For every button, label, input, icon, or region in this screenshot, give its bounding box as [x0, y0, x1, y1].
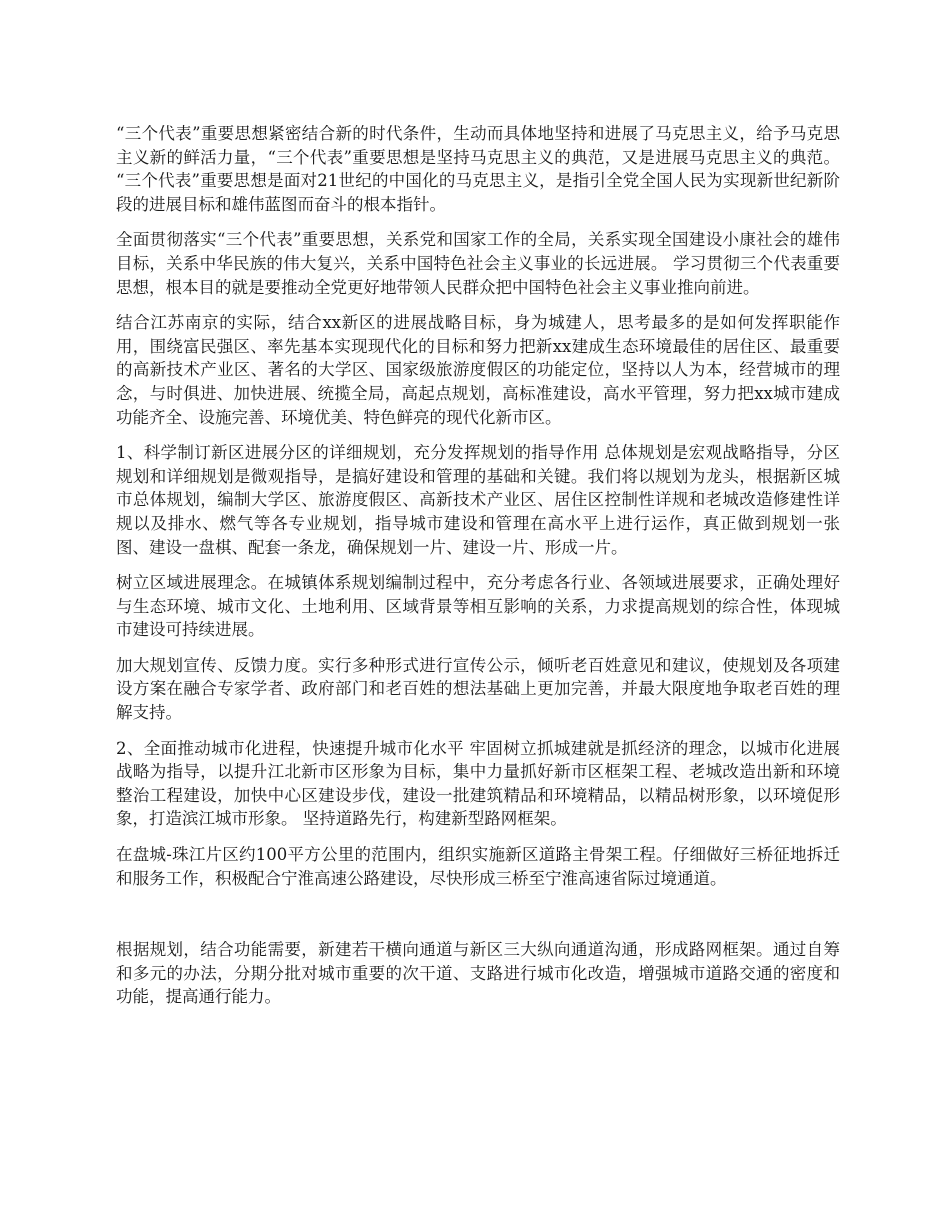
- paragraph-implementation: 全面贯彻落实“三个代表”重要思想，关系党和国家工作的全局，关系实现全国建设小康社会的雄伟目标，关系中华民族的伟大复兴，关系中国特色社会主义事业的长远进展。 学习贯彻三个代表重要思想，根本目的就是要推动全党更好地带领人民群众把中国特色社会主义事业推向前进。: [116, 230, 840, 297]
- paragraph-section-1-planning: 1、科学制订新区进展分区的详细规划，充分发挥规划的指导作用 总体规划是宏观战略指导，分区规划和详细规划是微观指导，是搞好建设和管理的基础和关键。我们将以规划为龙头，根据新区城市总体规划，编制大学区、旅游度假区、高新技术产业区、居住区控制性详规和老城改造修建性详规以及排水、燃气等各专业规划，指导城市建设和管理在高水平上进行运作，真正做到规划一张图、建设一盘棋、配套一条龙，确保规划一片、建设一片、形成一片。: [116, 443, 840, 557]
- paragraph-regional-development: 树立区域进展理念。在城镇体系规划编制过程中，充分考虑各行业、各领域进展要求，正确处理好与生态环境、城市文化、土地利用、区域背景等相互影响的关系，力求提高规划的综合性，体现城市建设可持续进展。: [116, 573, 840, 640]
- paragraph-planning-publicity: 加大规划宣传、反馈力度。实行多种形式进行宣传公示，倾听老百姓意见和建议，使规划及各项建设方案在融合专家学者、政府部门和老百姓的想法基础上更加完善，并最大限度地争取老百姓的理解支持。: [116, 655, 840, 723]
- paragraph-nanjing-context: 结合江苏南京的实际，结合xx新区的进展战略目标，身为城建人，思考最多的是如何发挥职能作用，围绕富民强区、率先基本实现现代化的目标和努力把新xx建成生态环境最佳的居住区、最重要的高新技术产业区、著名的大学区、国家级旅游度假区的功能定位，坚持以人为本，经营城市的理念，与时俱进、加快进展、统揽全局，高起点规划，高标准建设，高水平管理，努力把xx城市建成功能齐全、设施完善、环境优美、特色鲜亮的现代化新市区。: [116, 313, 840, 427]
- paragraph-road-network: 根据规划，结合功能需要，新建若干横向通道与新区三大纵向通道沟通，形成路网框架。通过自筹和多元的办法，分期分批对城市重要的次干道、支路进行城市化改造，增强城市道路交通的密度和功能，提高通行能力。: [116, 940, 840, 1007]
- paragraph-section-2-urbanization: 2、全面推动城市化进程，快速提升城市化水平 牢固树立抓城建就是抓经济的理念，以城市化进展战略为指导，以提升江北新市区形象为目标，集中力量抓好新市区框架工程、老城改造出新和环境整治工程建设，加快中心区建设步伐，建设一批建筑精品和环境精品，以精品树形象，以环境促形象，打造滨江城市形象。 坚持道路先行，构建新型路网框架。: [116, 738, 840, 829]
- paragraph-road-framework: 在盘城-珠江片区约100平方公里的范围内，组织实施新区道路主骨架工程。仔细做好三桥征地拆迁和服务工作，积极配合宁淮高速公路建设，尽快形成三桥至宁淮高速省际过境通道。: [116, 845, 840, 888]
- paragraph-three-represents: “三个代表”重要思想紧密结合新的时代条件，生动而具体地坚持和进展了马克思主义，给予马克思主义新的鲜活力量，“三个代表”重要思想是坚持马克思主义的典范，又是进展马克思主义的典范。 “三个代表”重要思想是面对21世纪的中国化的马克思主义，是指引全党全国人民为实现新世纪新阶段的进展目标和雄伟蓝图而奋斗的根本指针。: [116, 124, 840, 214]
- paragraph-spacer: [116, 902, 840, 938]
- document-body: [116, 122, 840, 1021]
